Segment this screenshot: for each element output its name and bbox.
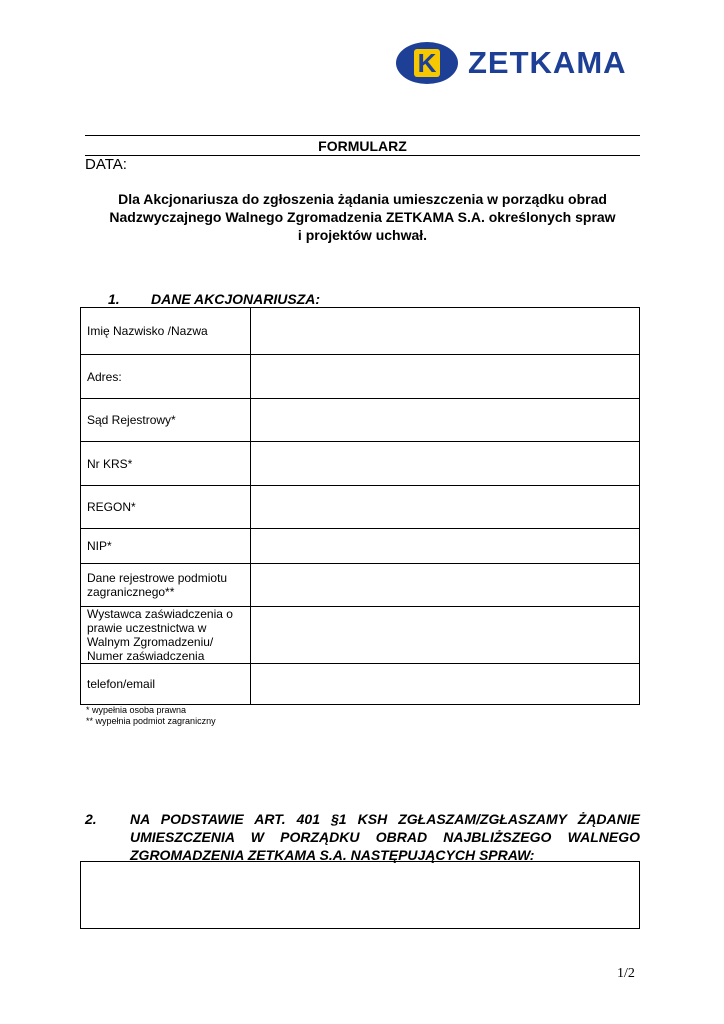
zetkama-logo — [396, 42, 638, 86]
table-row — [81, 664, 640, 705]
logo-letter: K — [414, 49, 440, 77]
field-value-nip[interactable] — [251, 529, 640, 564]
heading-line-3: i projektów uchwał. — [297, 227, 428, 243]
table-row — [81, 607, 640, 664]
top-rule — [85, 135, 640, 136]
table-row — [81, 529, 640, 564]
logo-wordmark: ZETKAMA — [468, 45, 627, 80]
field-value-registry-court[interactable] — [251, 399, 640, 442]
shareholder-data-table — [80, 307, 640, 705]
field-label-foreign-registry: Dane rejestrowe podmiotu zagranicznego** — [81, 564, 251, 607]
section-2-number: 2. — [85, 811, 97, 827]
field-value-name[interactable] — [251, 308, 640, 355]
field-value-phone-email[interactable] — [251, 664, 640, 705]
field-label-regon: REGON* — [81, 486, 251, 529]
field-value-address[interactable] — [251, 355, 640, 399]
table-row — [81, 308, 640, 355]
footnote-legal-entity: * wypełnia osoba prawna — [86, 705, 187, 715]
table-row — [81, 399, 640, 442]
field-label-krs: Nr KRS* — [81, 442, 251, 486]
field-label-nip: NIP* — [81, 529, 251, 564]
page-number: 1/2 — [617, 966, 635, 981]
field-label-address: Adres: — [81, 355, 251, 399]
field-value-regon[interactable] — [251, 486, 640, 529]
heading-line-1: Dla Akcjonariusza do zgłoszenia żądania umieszczenia w porządku obrad — [118, 191, 607, 207]
section-2-heading — [85, 810, 640, 864]
field-value-certificate[interactable] — [251, 607, 640, 664]
section-1-heading — [108, 291, 320, 307]
section-1-number: 1. — [108, 291, 120, 307]
footnote-foreign-entity: ** wypełnia podmiot zagraniczny — [86, 716, 216, 726]
field-value-krs[interactable] — [251, 442, 640, 486]
field-label-name: Imię Nazwisko /Nazwa — [81, 308, 251, 355]
document-heading — [85, 190, 640, 244]
field-label-phone-email: telefon/email — [81, 664, 251, 705]
table-row — [81, 486, 640, 529]
field-label-certificate: Wystawca zaświadczenia o prawie uczestnictwa w Walnym Zgromadzeniu/ Numer zaświadczenia — [81, 607, 251, 664]
section-1-title: DANE AKCJONARIUSZA: — [151, 291, 321, 307]
heading-line-2: Nadzwyczajnego Walnego Zgromadzenia ZETKAMA S.A. określonych spraw — [109, 209, 616, 225]
agenda-matters-field[interactable] — [80, 861, 640, 929]
date-label: DATA: — [85, 156, 127, 173]
title-rule — [85, 155, 640, 156]
form-title: FORMULARZ — [318, 138, 407, 154]
footnotes — [86, 705, 216, 727]
table-row — [81, 442, 640, 486]
table-row — [81, 564, 640, 607]
section-2-title: NA PODSTAWIE ART. 401 §1 KSH ZGŁASZAM/ZGŁASZAMY ŻĄDANIE UMIESZCZENIA W PORZĄDKU OBRAD NAJBLIŻSZEGO WALNEGO ZGROMADZENIA ZETKAMA S.A. NASTĘPUJĄCYCH SPRAW: — [130, 811, 640, 863]
field-label-registry-court: Sąd Rejestrowy* — [81, 399, 251, 442]
table-row — [81, 355, 640, 399]
field-value-foreign-registry[interactable] — [251, 564, 640, 607]
logo-oval-icon — [396, 42, 458, 84]
